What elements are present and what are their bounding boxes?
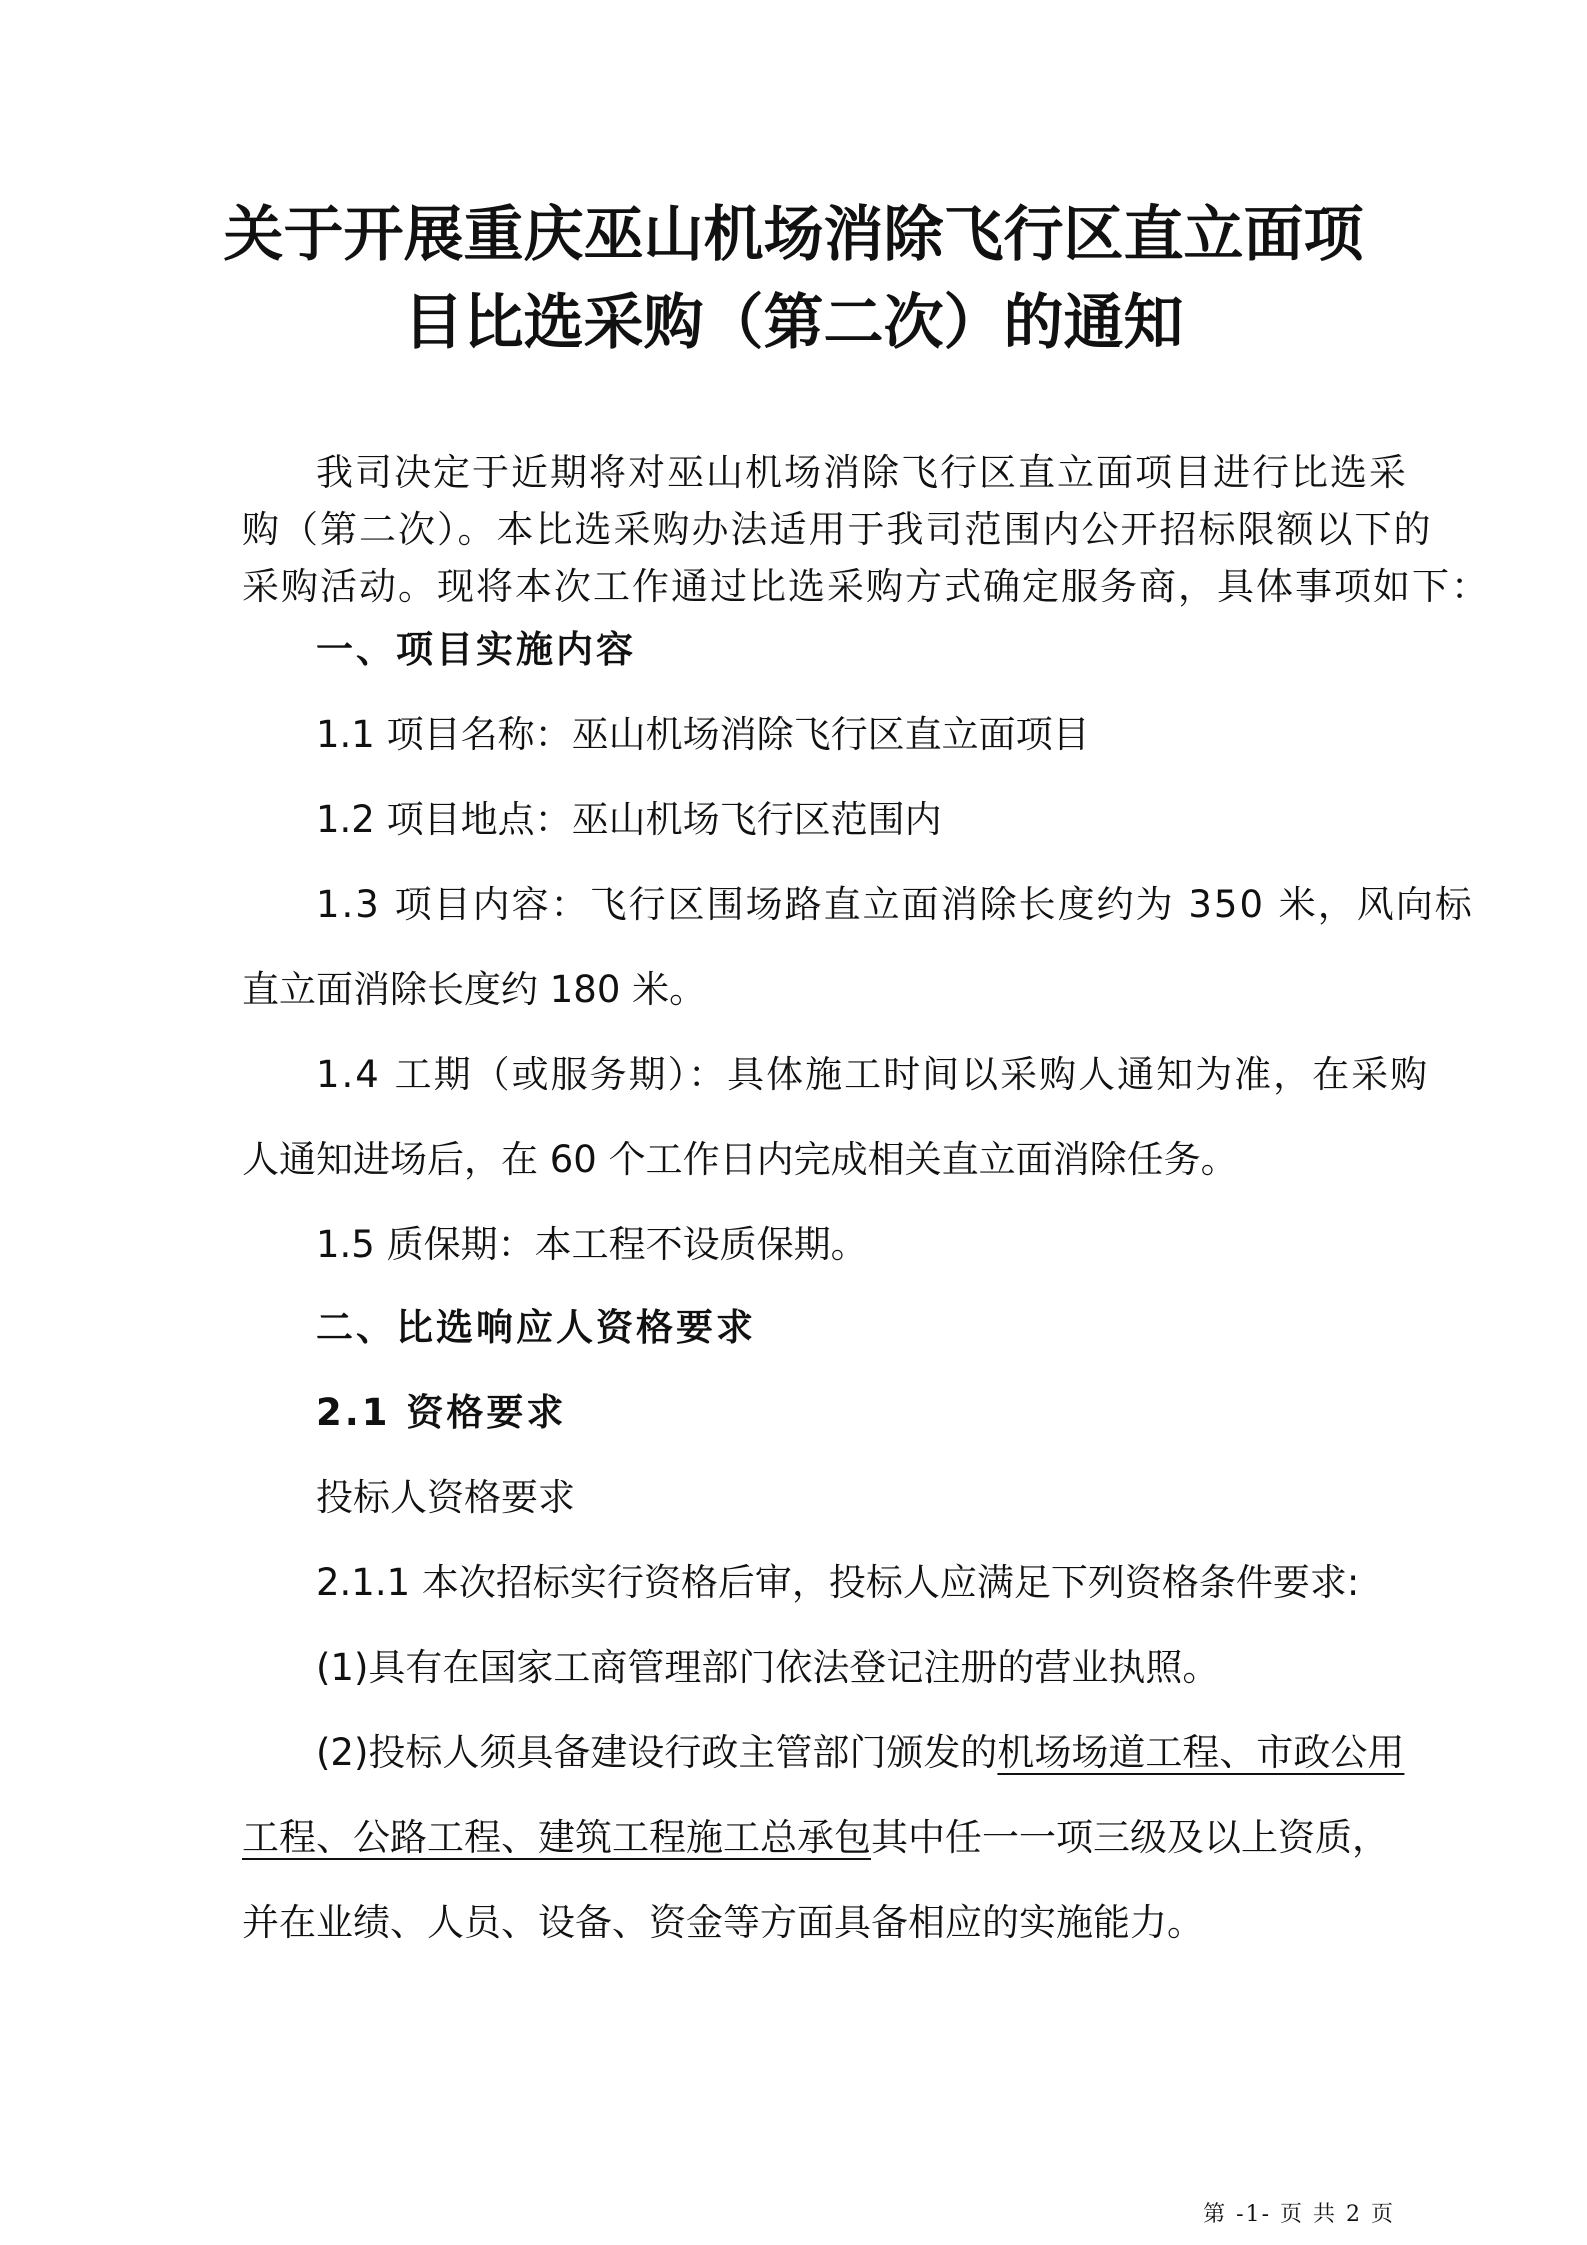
condition-2-line-2	[242, 1813, 1389, 1863]
item-1-2: 1.2 项目地点：巫山机场飞行区范围内	[316, 798, 942, 841]
document-title-line-1: 关于开展重庆巫山机场消除飞行区直立面项	[223, 200, 1364, 270]
condition-2-qualification-underlined-1: 机场场道工程、市政公用	[997, 1731, 1405, 1774]
condition-1: (1)具有在国家工商管理部门依法登记注册的营业执照。	[316, 1646, 1220, 1689]
section-1-heading: 一、项目实施内容	[316, 628, 636, 671]
item-2-1-1: 2.1.1 本次招标实行资格后审，投标人应满足下列资格条件要求:	[316, 1561, 1360, 1604]
intro-line-1: 我司决定于近期将对巫山机场消除飞行区直立面项目进行比选采	[316, 451, 1408, 494]
intro-line-3: 采购活动。现将本次工作通过比选采购方式确定服务商，具体事项如下：	[242, 565, 1490, 608]
intro-line-2: 购（第二次）。本比选采购办法适用于我司范围内公开招标限额以下的	[242, 508, 1433, 551]
document-title-line-2: 目比选采购（第二次）的通知	[403, 288, 1184, 358]
page-footer: 第 -1- 页 共 2 页	[1203, 2202, 1395, 2227]
item-1-5: 1.5 质保期：本工程不设质保期。	[316, 1223, 868, 1266]
sub-section-2-1: 2.1 资格要求	[316, 1391, 567, 1434]
item-1-4-line-1: 1.4 工期（或服务期）：具体施工时间以采购人通知为准，在采购	[316, 1053, 1430, 1096]
condition-2-qualification-underlined-2: 工程、公路工程、建筑工程施工总承包	[242, 1816, 871, 1859]
item-1-1: 1.1 项目名称：巫山机场消除飞行区直立面项目	[316, 713, 1090, 756]
item-1-3-line-1: 1.3 项目内容：飞行区围场路直立面消除长度约为 350 米，风向标	[316, 883, 1474, 926]
item-1-3-line-2: 直立面消除长度约 180 米。	[242, 968, 707, 1011]
section-2-heading: 二、比选响应人资格要求	[316, 1306, 756, 1349]
condition-2-line-3: 并在业绩、人员、设备、资金等方面具备相应的实施能力。	[242, 1901, 1204, 1944]
condition-2-line-1	[316, 1728, 1404, 1778]
condition-2-suffix: 其中任一一项三级及以上资质，	[871, 1816, 1389, 1859]
item-1-4-line-2: 人通知进场后，在 60 个工作日内完成相关直立面消除任务。	[242, 1138, 1238, 1181]
condition-2-prefix: (2)投标人须具备建设行政主管部门颁发的	[316, 1731, 998, 1774]
bidder-requirements-label: 投标人资格要求	[316, 1476, 575, 1519]
